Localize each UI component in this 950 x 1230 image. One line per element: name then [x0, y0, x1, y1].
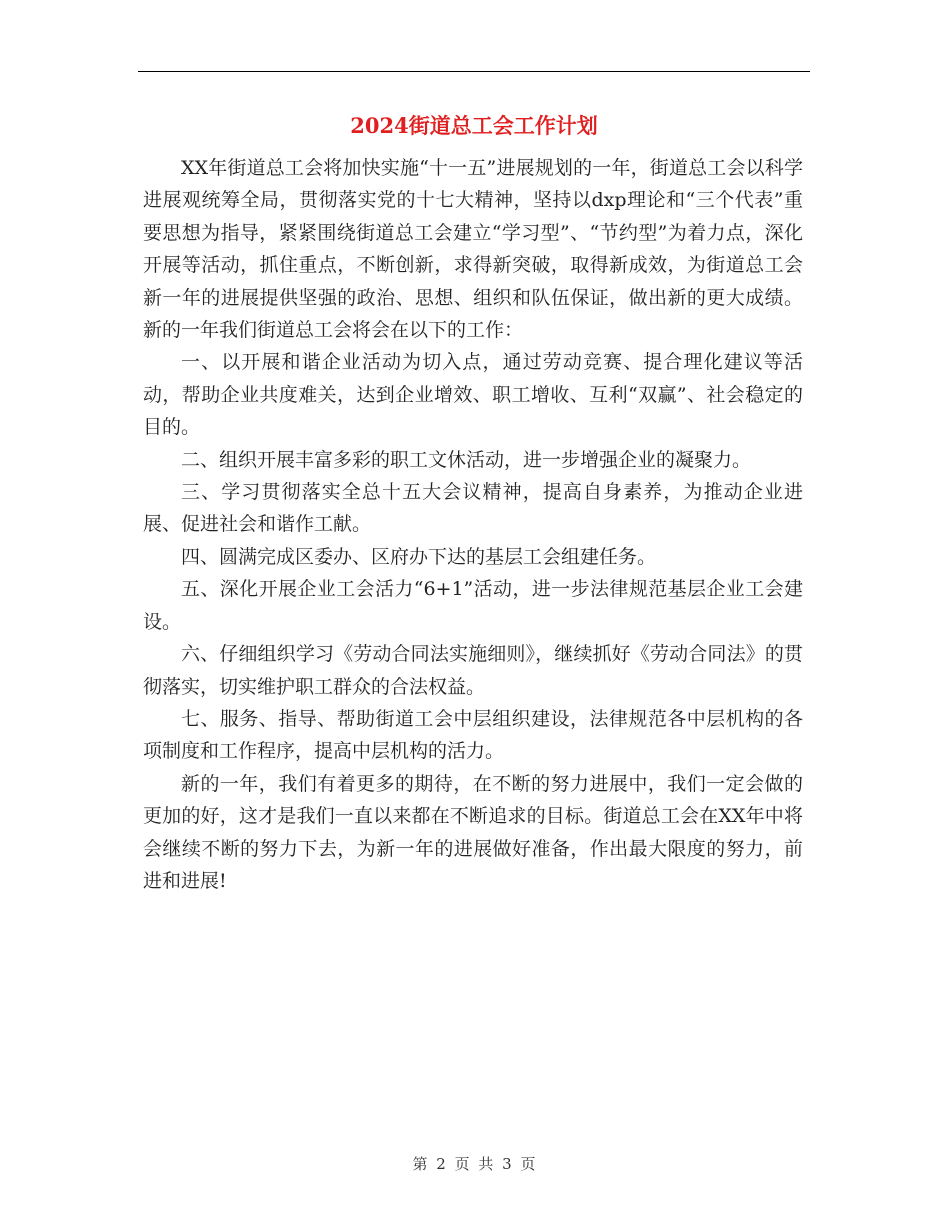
paragraph-item-1: 一、以开展和谐企业活动为切入点，通过劳动竞赛、提合理化建议等活动，帮助企业共度难关，达到企业增效、职工增收、互利“双赢”、社会稳定的目的。 — [143, 351, 803, 439]
paragraph-item-2: 二、组织开展丰富多彩的职工文休活动，进一步增强企业的凝聚力。 — [181, 448, 752, 471]
paragraph-item-5: 五、深化开展企业工会活力“6+1”活动，进一步法律规范基层企业工会建设。 — [143, 578, 803, 633]
document-body — [143, 152, 803, 897]
header-rule — [138, 71, 810, 72]
paragraph-item-6: 六、仔细组织学习《劳动合同法实施细则》，继续抓好《劳动合同法》的贯彻落实，切实维护职工群众的合法权益。 — [143, 643, 803, 698]
paragraph-item-4: 四、圆满完成区委办、区府办下达的基层工会组建任务。 — [181, 545, 657, 568]
page-number: 第 2 页 共 3 页 — [412, 1155, 538, 1173]
paragraph-intro: XX年街道总工会将加快实施“十一五”进展规划的一年，街道总工会以科学进展观统筹全局，贯彻落实党的十七大精神，坚持以dxp理论和“三个代表”重要思想为指导，紧紧围绕街道总工会建立“学习型”、“节约型”为着力点，深化开展等活动，抓住重点，不断创新，求得新突破，取得新成效，为街道总工会新一年的进展提供坚强的政治、思想、组织和队伍保证，做出新的更大成绩。新的一年我们街道总工会将会在以下的工作： — [143, 157, 803, 342]
paragraph-conclusion: 新的一年，我们有着更多的期待，在不断的努力进展中，我们一定会做的更加的好，这才是我们一直以来都在不断追求的目标。街道总工会在XX年中将会继续不断的努力下去，为新一年的进展做好准备，作出最大限度的努力，前进和进展! — [143, 772, 803, 892]
document-title: 2024街道总工会工作计划 — [350, 113, 598, 138]
paragraph-item-3: 三、学习贯彻落实全总十五大会议精神，提高自身素养，为推动企业进展、促进社会和谐作工献。 — [143, 481, 803, 536]
paragraph-item-7: 七、服务、指导、帮助街道工会中层组织建设，法律规范各中层机构的各项制度和工作程序，提高中层机构的活力。 — [143, 707, 803, 763]
